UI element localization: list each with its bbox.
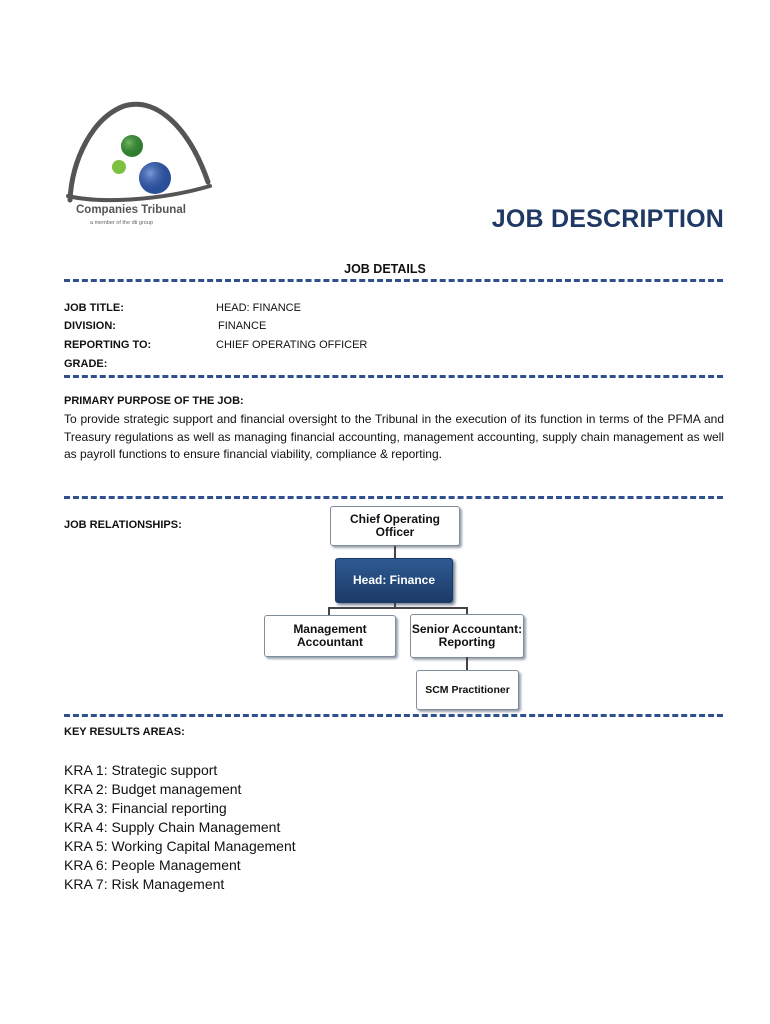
purpose-heading: PRIMARY PURPOSE OF THE JOB: [64,395,244,407]
org-box-scm-practitioner: SCM Practitioner [416,670,519,710]
kra-list [64,761,296,894]
kra-item: KRA 6: People Management [64,857,241,873]
document-title: JOB DESCRIPTION [491,205,724,233]
logo-tagline: a member of the dti group [90,220,153,226]
job-title-label: JOB TITLE: [64,302,124,314]
divider [64,496,723,499]
org-box-senior-accountant: Senior Accountant: Reporting [410,614,524,658]
job-details-heading: JOB DETAILS [344,262,426,276]
kra-item: KRA 7: Risk Management [64,876,225,892]
org-connector [328,607,330,615]
kra-item: KRA 2: Budget management [64,781,242,797]
kra-item: KRA 1: Strategic support [64,762,218,778]
logo-graphic [62,100,214,204]
kra-item: KRA 4: Supply Chain Management [64,819,281,835]
org-connector [328,607,467,609]
job-title-value: HEAD: FINANCE [216,302,301,314]
org-connector [466,657,468,670]
company-logo [62,100,214,232]
division-value: FINANCE [218,320,267,332]
org-box-chief-operating-officer: Chief Operating Officer [330,506,460,546]
purpose-text: To provide strategic support and financial oversight to the Tribunal in the execution of its function in terms of the PFMA and Treasury regulations as well as managing financial accounting, management accounting, supply chain management as well as payroll functions to ensure financial viability, compliance & reporting. [64,412,724,461]
kra-item: KRA 5: Working Capital Management [64,838,296,854]
reporting-to-value: CHIEF OPERATING OFFICER [216,339,368,351]
grade-label: GRADE: [64,358,108,370]
divider [64,279,723,282]
divider [64,375,723,378]
org-connector [466,607,468,614]
reporting-to-label: REPORTING TO: [64,339,152,351]
kra-item: KRA 3: Financial reporting [64,800,227,816]
org-box-management-accountant: Management Accountant [264,615,396,657]
org-connector [394,546,396,558]
kra-heading: KEY RESULTS AREAS: [64,726,185,738]
relationships-heading: JOB RELATIONSHIPS: [64,519,182,531]
org-box-head-finance: Head: Finance [335,558,453,603]
logo-name: Companies Tribunal [76,204,186,216]
divider [64,714,723,717]
division-label: DIVISION: [64,320,116,332]
